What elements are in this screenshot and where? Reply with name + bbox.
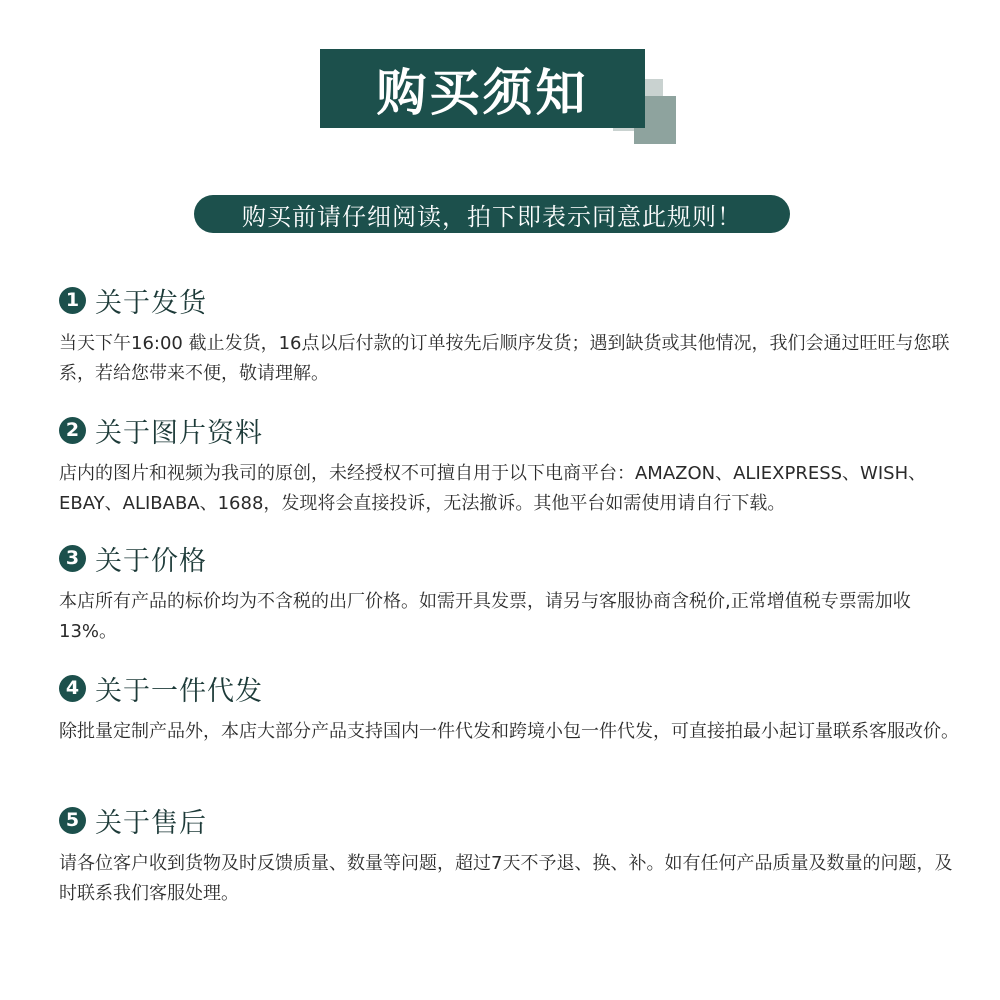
section-title: 关于发货 xyxy=(95,287,207,319)
number-badge: 2 xyxy=(59,417,86,444)
number-badge: 4 xyxy=(59,675,86,702)
section-heading xyxy=(59,802,964,838)
section-body: 除批量定制产品外，本店大部分产品支持国内一件代发和跨境小包一件代发，可直接拍最小起订量联系客服改价。 xyxy=(59,721,959,742)
section-after-sales xyxy=(59,802,964,909)
section-title: 关于一件代发 xyxy=(95,675,263,707)
section-heading xyxy=(59,540,964,576)
section-images xyxy=(59,412,964,519)
number-badge: 3 xyxy=(59,545,86,572)
section-price xyxy=(59,540,964,647)
section-dropshipping xyxy=(59,670,964,747)
page-title: 购买须知 xyxy=(320,49,645,128)
title-block xyxy=(320,49,680,149)
section-heading xyxy=(59,412,964,448)
section-body: 请各位客户收到货物及时反馈质量、数量等问题，超过7天不予退、换、补。如有任何产品质量及数量的问题，及时联系我们客服处理。 xyxy=(59,853,953,904)
section-title: 关于图片资料 xyxy=(95,417,263,449)
section-shipping xyxy=(59,282,964,389)
section-body: 本店所有产品的标价均为不含税的出厂价格。如需开具发票，请另与客服协商含税价,正常增值税专票需加收13%。 xyxy=(59,591,911,642)
section-body: 店内的图片和视频为我司的原创，未经授权不可擅自用于以下电商平台：AMAZON、ALIEXPRESS、WISH、EBAY、ALIBABA、1688，发现将会直接投诉，无法撤诉。其他平台如需使用请自行下载。 xyxy=(59,463,927,514)
section-title: 关于售后 xyxy=(95,807,207,839)
section-body: 当天下午16:00 截止发货，16点以后付款的订单按先后顺序发货；遇到缺货或其他情况，我们会通过旺旺与您联系，若给您带来不便，敬请理解。 xyxy=(59,333,950,384)
number-badge: 5 xyxy=(59,807,86,834)
section-heading xyxy=(59,282,964,318)
section-title: 关于价格 xyxy=(95,545,207,577)
section-heading xyxy=(59,670,964,706)
number-badge: 1 xyxy=(59,287,86,314)
subtitle-banner: 购买前请仔细阅读，拍下即表示同意此规则！ xyxy=(194,195,790,233)
